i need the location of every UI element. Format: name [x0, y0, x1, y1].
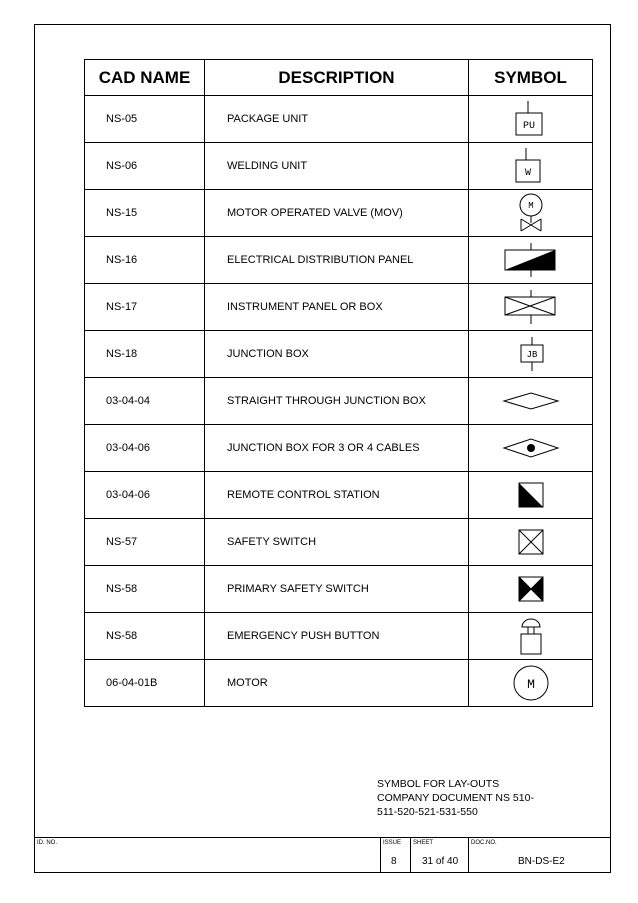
symbol-cell — [469, 237, 593, 284]
title-line-2: COMPANY DOCUMENT NS 510- — [377, 792, 534, 804]
instrument-panel-icon — [503, 290, 559, 324]
table-row — [85, 237, 593, 284]
table-row — [85, 519, 593, 566]
table-row — [85, 660, 593, 707]
cad-name-cell: NS-15 — [85, 190, 205, 237]
junction-box-label: JB — [526, 350, 537, 360]
cad-name-cell: NS-05 — [85, 96, 205, 143]
header-description: DESCRIPTION — [205, 60, 469, 96]
symbol-cell — [469, 378, 593, 425]
mov-label: M — [527, 201, 534, 211]
cad-name-cell: NS-57 — [85, 519, 205, 566]
description-cell: SAFETY SWITCH — [205, 519, 469, 566]
description-cell: MOTOR — [205, 660, 469, 707]
welding-unit-label: W — [524, 168, 531, 179]
title-block-divider — [34, 837, 611, 838]
junction-box-icon — [511, 337, 551, 371]
header-cad-name: CAD NAME — [85, 60, 205, 96]
table-row — [85, 472, 593, 519]
cad-name-cell: 03-04-06 — [85, 472, 205, 519]
sheet-label: SHEET — [413, 840, 434, 846]
cad-name-cell: NS-06 — [85, 143, 205, 190]
symbol-cell — [469, 660, 593, 707]
table-header-row — [85, 60, 593, 96]
cad-name-cell: 03-04-06 — [85, 425, 205, 472]
issue-value: 8 — [391, 856, 397, 867]
description-cell: REMOTE CONTROL STATION — [205, 472, 469, 519]
symbol-cell — [469, 472, 593, 519]
symbol-cell — [469, 566, 593, 613]
issue-label: ISSUE — [383, 840, 402, 846]
description-cell: INSTRUMENT PANEL OR BOX — [205, 284, 469, 331]
description-cell: JUNCTION BOX — [205, 331, 469, 378]
description-cell: WELDING UNIT — [205, 143, 469, 190]
table-row — [85, 190, 593, 237]
remote-control-station-icon — [516, 480, 546, 510]
doc-no-value: BN-DS-E2 — [518, 856, 565, 867]
table-row — [85, 566, 593, 613]
cad-name-cell: NS-17 — [85, 284, 205, 331]
symbol-cell — [469, 143, 593, 190]
primary-safety-switch-icon — [516, 574, 546, 604]
table-row — [85, 378, 593, 425]
multi-cable-jb-icon — [501, 436, 561, 460]
package-unit-label: PU — [522, 121, 535, 132]
table-row — [85, 284, 593, 331]
doc-no-label: DOC.NO. — [471, 840, 497, 846]
cad-name-cell: NS-16 — [85, 237, 205, 284]
table-row — [85, 331, 593, 378]
cad-name-cell: NS-58 — [85, 613, 205, 660]
motor-operated-valve-icon — [511, 191, 551, 235]
cad-name-cell: 06-04-01B — [85, 660, 205, 707]
symbol-cell — [469, 519, 593, 566]
id-no-label: ID. NO. — [37, 840, 58, 846]
symbol-cell — [469, 331, 593, 378]
sheet-value: 31 of 40 — [422, 856, 459, 867]
distribution-panel-icon — [503, 243, 559, 277]
symbol-cell — [469, 425, 593, 472]
symbol-cell — [469, 613, 593, 660]
safety-switch-icon — [516, 527, 546, 557]
motor-label: M — [526, 677, 535, 692]
straight-through-jb-icon — [501, 389, 561, 413]
cad-name-cell: NS-58 — [85, 566, 205, 613]
header-symbol: SYMBOL — [469, 60, 593, 96]
title-block-description — [377, 777, 557, 819]
package-unit-icon — [511, 99, 551, 139]
title-block-divider-issue — [380, 837, 381, 873]
motor-icon — [511, 663, 551, 703]
description-cell: PRIMARY SAFETY SWITCH — [205, 566, 469, 613]
description-cell: MOTOR OPERATED VALVE (MOV) — [205, 190, 469, 237]
symbol-table — [84, 59, 593, 707]
emergency-push-button-icon — [516, 615, 546, 657]
table-row — [85, 425, 593, 472]
table-row — [85, 143, 593, 190]
description-cell: ELECTRICAL DISTRIBUTION PANEL — [205, 237, 469, 284]
symbol-cell — [469, 96, 593, 143]
cad-name-cell: 03-04-04 — [85, 378, 205, 425]
title-line-1: SYMBOL FOR LAY-OUTS — [377, 778, 500, 790]
description-cell: PACKAGE UNIT — [205, 96, 469, 143]
title-block-divider-sheet — [410, 837, 411, 873]
symbol-cell — [469, 284, 593, 331]
cad-name-cell: NS-18 — [85, 331, 205, 378]
table-row — [85, 613, 593, 660]
symbol-cell — [469, 190, 593, 237]
welding-unit-icon — [511, 146, 551, 186]
description-cell: EMERGENCY PUSH BUTTON — [205, 613, 469, 660]
title-line-3: 511-520-521-531-550 — [377, 806, 478, 818]
title-block-divider-docno — [468, 837, 469, 873]
description-cell: STRAIGHT THROUGH JUNCTION BOX — [205, 378, 469, 425]
description-cell: JUNCTION BOX FOR 3 OR 4 CABLES — [205, 425, 469, 472]
table-row — [85, 96, 593, 143]
